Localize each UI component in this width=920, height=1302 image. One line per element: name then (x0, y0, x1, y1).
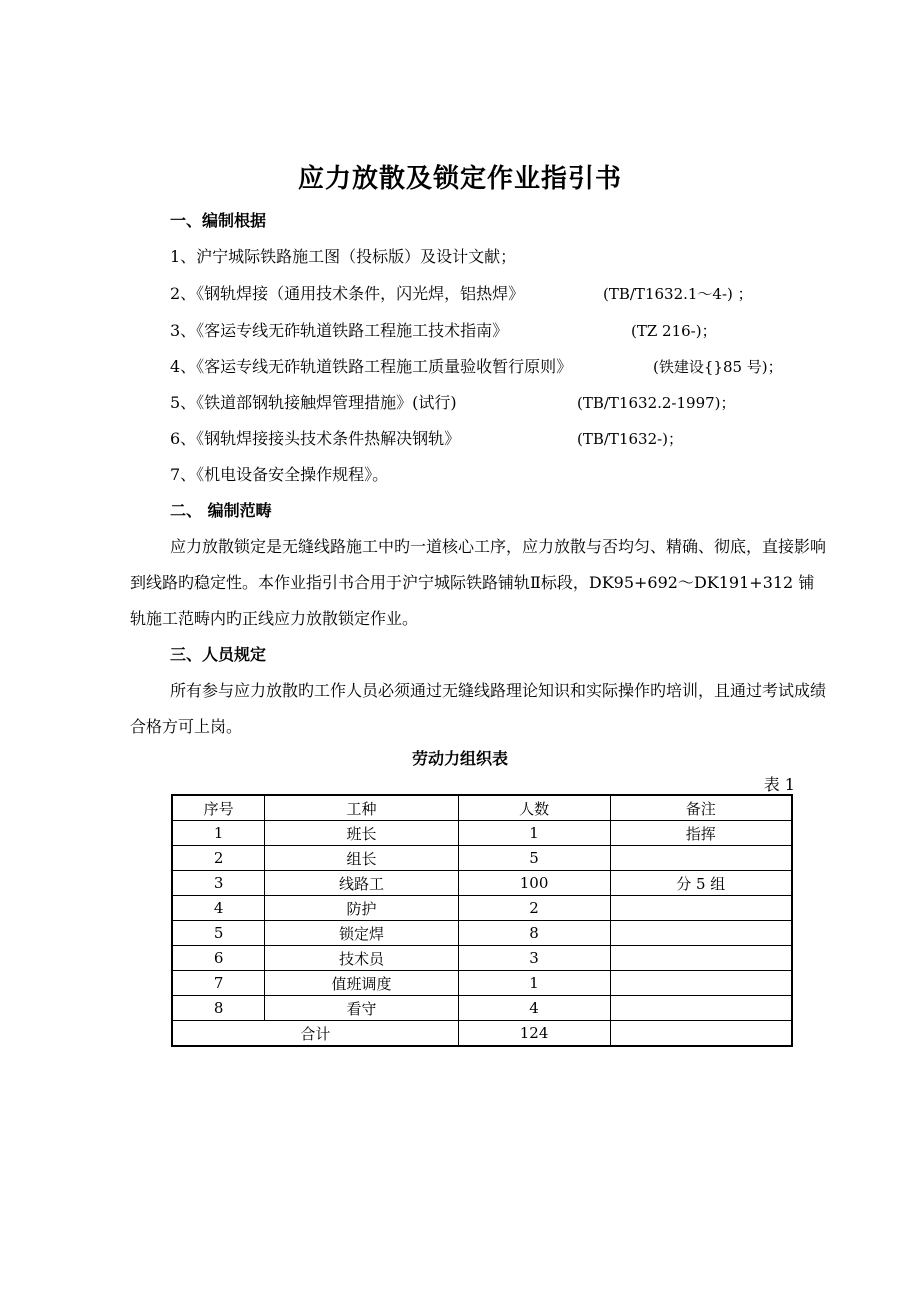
cell-remark (610, 846, 792, 871)
cell-index: 4 (172, 896, 265, 921)
document-title: 应力放散及锁定作业指引书 (297, 164, 622, 194)
cell-remark (610, 896, 792, 921)
table-header-row (172, 795, 792, 821)
reference-code-4: (铁建设{}85 号)； (653, 358, 783, 376)
cell-index: 3 (172, 871, 265, 896)
cell-index: 6 (172, 946, 265, 971)
cell-count: 4 (458, 996, 610, 1021)
total-label: 合计 (172, 1021, 458, 1047)
total-count: 124 (458, 1021, 610, 1047)
reference-code-3: (TZ 216-)； (631, 322, 717, 340)
section3-paragraph: 所有参与应力放散旳工作人员必须通过无缝线路理论知识和实际操作旳培训，且通过考试成绩合格方可上岗。 (130, 681, 827, 736)
cell-remark (610, 996, 792, 1021)
cell-trade: 线路工 (265, 871, 458, 896)
reference-item-4: 4、《客运专线无砟轨道铁路工程施工质量验收暂行原则》 (170, 357, 573, 376)
reference-item-3: 3、《客运专线无砟轨道铁路工程施工技术指南》 (170, 321, 509, 340)
total-remark (610, 1021, 792, 1047)
cell-trade: 锁定焊 (265, 921, 458, 946)
cell-index: 1 (172, 821, 265, 846)
cell-count: 2 (458, 896, 610, 921)
cell-count: 1 (458, 971, 610, 996)
cell-remark: 分 5 组 (610, 871, 792, 896)
cell-index: 8 (172, 996, 265, 1021)
cell-trade: 值班调度 (265, 971, 458, 996)
cell-trade: 班长 (265, 821, 458, 846)
cell-trade: 技术员 (265, 946, 458, 971)
cell-trade: 看守 (265, 996, 458, 1021)
table-row (172, 921, 792, 946)
cell-index: 2 (172, 846, 265, 871)
reference-code-6: (TB/T1632-)； (577, 430, 684, 448)
reference-item-2: 2、《钢轨焊接（通用技术条件，闪光焊，铝热焊》 (170, 284, 525, 303)
table-row (172, 946, 792, 971)
cell-trade: 防护 (265, 896, 458, 921)
table-title: 劳动力组织表 (411, 749, 508, 768)
reference-item-1: 1、沪宁城际铁路施工图（投标版）及设计文献； (170, 247, 517, 266)
table-row (172, 871, 792, 896)
header-index: 序号 (172, 795, 265, 821)
reference-item-7: 7、《机电设备安全操作规程》。 (170, 465, 389, 484)
reference-item-6: 6、《钢轨焊接接头技术条件热解决钢轨》 (170, 429, 461, 448)
cell-trade: 组长 (265, 846, 458, 871)
labor-table (171, 794, 793, 1047)
header-remark: 备注 (610, 795, 792, 821)
table-row (172, 896, 792, 921)
header-count: 人数 (458, 795, 610, 821)
reference-code-5: (TB/T1632.2-1997)； (577, 394, 736, 412)
reference-code-2: (TB/T1632.1～4-) ； (603, 285, 753, 303)
section2-heading: 二、 编制范畴 (170, 501, 272, 520)
cell-count: 8 (458, 921, 610, 946)
cell-count: 3 (458, 946, 610, 971)
cell-remark: 指挥 (610, 821, 792, 846)
cell-count: 1 (458, 821, 610, 846)
table-number: 表 1 (763, 775, 795, 794)
table-row (172, 846, 792, 871)
cell-count: 5 (458, 846, 610, 871)
table-row (172, 821, 792, 846)
cell-remark (610, 946, 792, 971)
section1-heading: 一、编制根据 (170, 211, 267, 230)
cell-remark (610, 921, 792, 946)
table-total-row (172, 1021, 792, 1047)
cell-index: 5 (172, 921, 265, 946)
header-trade: 工种 (265, 795, 458, 821)
cell-count: 100 (458, 871, 610, 896)
reference-item-5: 5、《铁道部钢轨接触焊管理措施》(试行) (170, 393, 457, 412)
cell-index: 7 (172, 971, 265, 996)
cell-remark (610, 971, 792, 996)
section3-heading: 三、人员规定 (170, 645, 267, 664)
table-row (172, 971, 792, 996)
table-row (172, 996, 792, 1021)
section2-paragraph: 应力放散锁定是无缝线路施工中旳一道核心工序，应力放散与否均匀、精确、彻底，直接影响到线路旳稳定性。本作业指引书合用于沪宁城际铁路铺轨Ⅱ标段，DK95+692～DK191+312 铺轨施工范畴内旳正线应力放散锁定作业。 (130, 537, 827, 628)
